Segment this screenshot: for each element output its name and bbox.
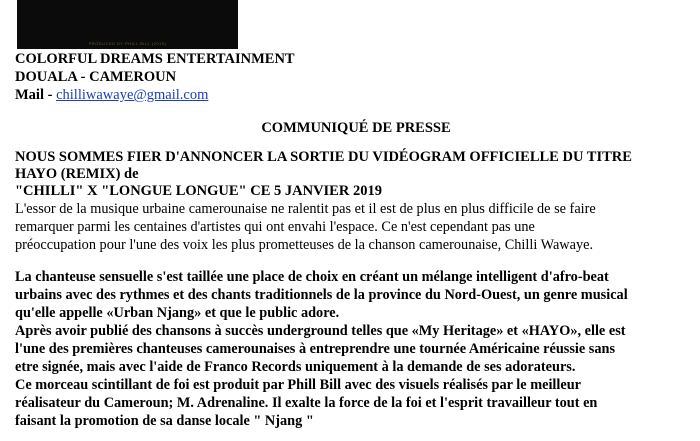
paragraph-line: La chanteuse sensuelle s'est taillée une place de choix en créant un mélange intelligent d'afro-beat [15,269,609,285]
paragraph-line: réalisateur du Cameroun; M. Adrenaline. Il exalte la force de la foi et l'esprit travailleur tout en [15,395,598,411]
headline-line: HAYO (REMIX) de [15,166,139,182]
company-name: COLORFUL DREAMS ENTERTAINMENT [15,51,295,67]
paragraph-line: urbains avec des rythmes et des chants traditionnels de la province du Nord-Ouest, un genre musical [15,287,628,303]
company-city: DOUALA - CAMEROUN [15,69,177,85]
paragraph-line: faisant la promotion de sa danse locale " Njang " [15,413,314,429]
paragraph-line: l'une des premières chanteuses camerounaises à entreprendre une tournée Américaine réussie sans [15,341,616,357]
press-release [15,50,697,430]
paragraph-line: préoccupation pour l'une des voix les plus prometteuses de la chanson camerounaise, Chilli Wawaye. [15,237,594,253]
page-title: COMMUNIQUÉ DE PRESSE [261,120,451,136]
email-link[interactable]: chilliwawaye@gmail.com [56,87,209,103]
headline [15,149,697,200]
paragraph-line: remarquer parmi les centaines d'artistes qui ont envahi l'espace. Ce n'est cependant pas une [15,219,535,235]
headline-line: NOUS SOMMES FIER D'ANNONCER LA SORTIE DU VIDÉOGRAM OFFICIELLE DU TITRE [15,149,632,165]
paragraph-line: etre signée, mais avec l'aide de Franco Records uniquement à la demande de ses adorateurs. [15,359,576,375]
mail-line [15,86,697,104]
paragraph-line: qu'elle appelle «Urban Njang» et que le public adore. [15,305,340,321]
paragraph-intro [15,200,697,254]
mail-label: Mail - [15,87,57,103]
paragraph-line: L'essor de la musique urbaine camerounaise ne ralentit pas et il est de plus en plus difficile de se faire [15,201,596,217]
paragraph-line: Ce morceau scintillant de foi est produit par Phill Bill avec des visuels réalisés par le meilleur [15,377,582,393]
cover-caption: PRODUCED BY PHILL BILL (2019) [88,41,167,46]
paragraph-line: Après avoir publié des chansons à succès underground telles que «My Heritage» et «HAYO», elle est [15,323,626,339]
headline-line: "CHILLI" X "LONGUE LONGUE" CE 5 JANVIER 2019 [15,183,382,199]
paragraph-body [15,268,697,430]
video-cover-image [17,0,238,49]
